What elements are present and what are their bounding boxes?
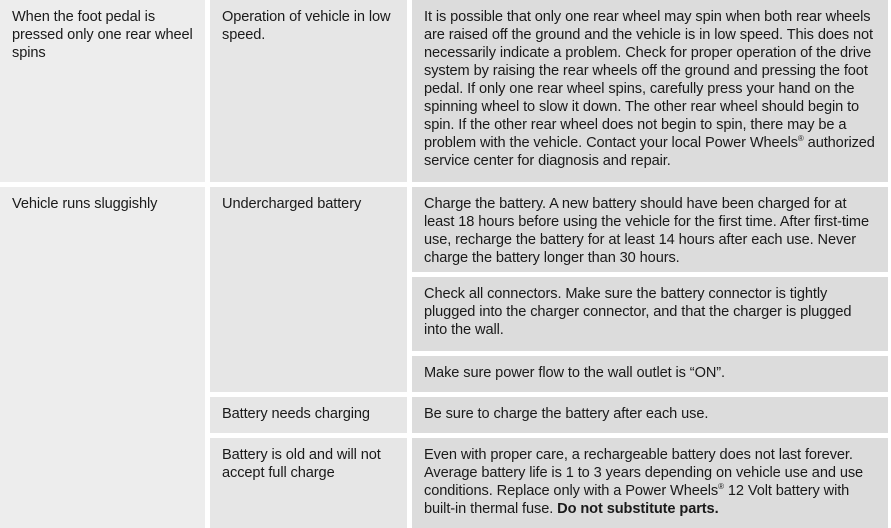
registered-mark: ® <box>718 482 724 492</box>
cause-text: Battery is old and will not accept full charge <box>222 447 381 481</box>
solution-cell-3 <box>412 277 888 351</box>
solution-cell-5 <box>412 397 888 433</box>
solution-text: Check all connectors. Make sure the battery connector is tightly plugged into the charger connector, and that the charger is plugged into the wall. <box>424 286 852 338</box>
problem-text: When the foot pedal is pressed only one rear wheel spins <box>12 9 193 61</box>
cause-text: Battery needs charging <box>222 406 370 422</box>
warning-text: Do not substitute parts. <box>557 501 719 517</box>
cause-cell-3 <box>210 397 407 433</box>
problem-cell-2 <box>0 187 205 528</box>
solution-text: Charge the battery. A new battery should have been charged for at least 18 hours before using the vehicle for the first time. After first-time use, recharge the battery for at least 14 hours after each use. Never charge the battery longer than 30 hours. <box>424 196 870 266</box>
cause-text: Operation of vehicle in low speed. <box>222 9 391 43</box>
solution-cell-1 <box>412 0 888 182</box>
solution-text: Be sure to charge the battery after each use. <box>424 406 709 422</box>
solution-cell-2 <box>412 187 888 272</box>
solution-cell-4 <box>412 356 888 392</box>
cause-cell-2 <box>210 187 407 392</box>
solution-cell-6 <box>412 438 888 528</box>
solution-text: Even with proper care, a rechargeable battery does not last forever. Average battery life is 1 to 3 years depending on vehicle use and use conditions. Replace only with a Power Wheels® 12 Volt battery with built-in thermal fuse. Do not substitute parts. <box>424 447 864 517</box>
solution-text: Make sure power flow to the wall outlet is “ON”. <box>424 365 725 381</box>
solution-text: It is possible that only one rear wheel may spin when both rear wheels are raised off the ground and the vehicle is in low speed. This does not necessarily indicate a problem. Check for proper operation of the drive system by raising the rear wheels off the ground and pressing the foot pedal. If only one rear wheel spins, carefully press your hand on the spinning wheel to slow it down. The other rear wheel should begin to spin. If the other rear wheel does not begin to spin, there may be a problem with the vehicle. Contact your local Power Wheels® authorized service center for diagnosis and repair. <box>424 9 875 169</box>
problem-cell-1 <box>0 0 205 182</box>
registered-mark: ® <box>797 134 804 144</box>
cause-text: Undercharged battery <box>222 196 362 212</box>
cause-cell-4 <box>210 438 407 528</box>
problem-text: Vehicle runs sluggishly <box>12 196 158 212</box>
cause-cell-1 <box>210 0 407 182</box>
